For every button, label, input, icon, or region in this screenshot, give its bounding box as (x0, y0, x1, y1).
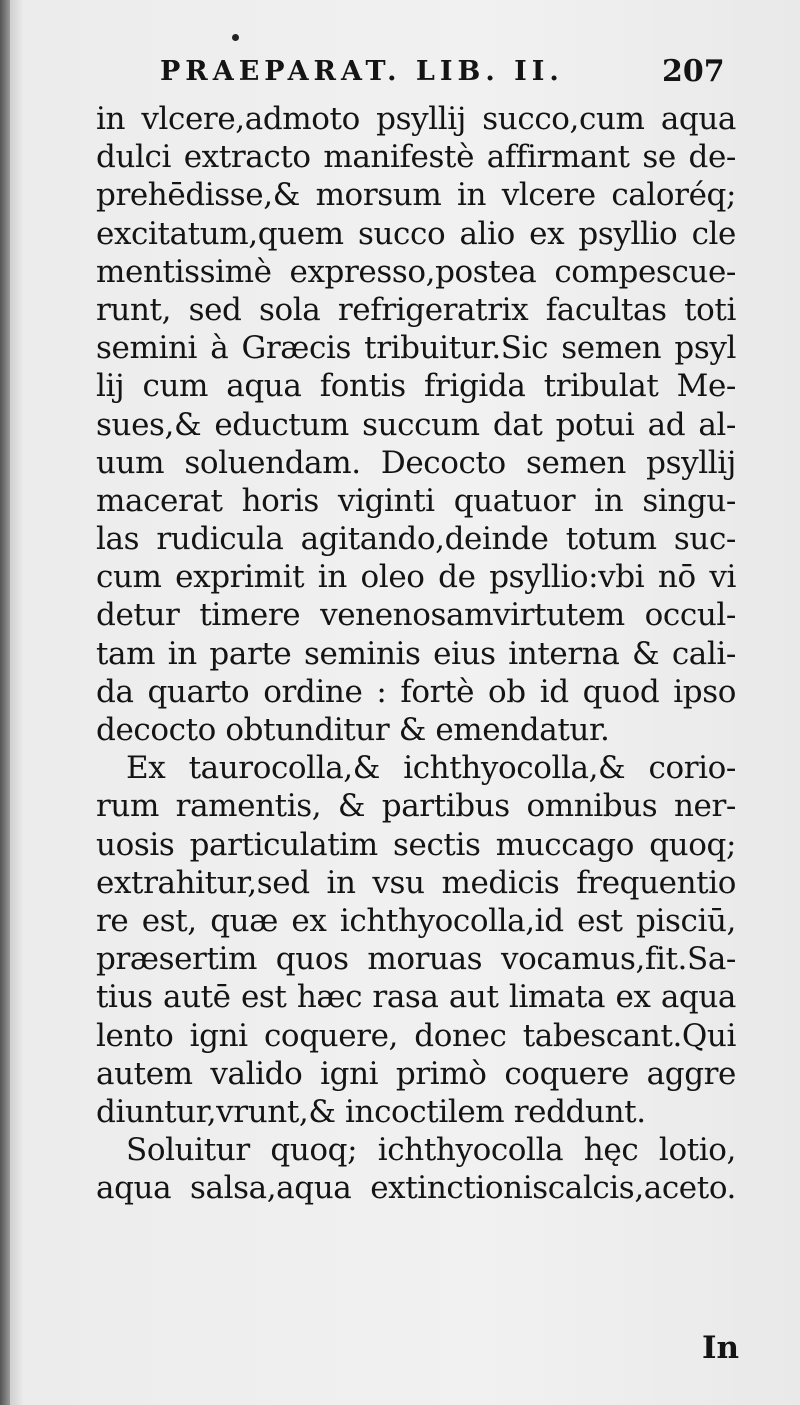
text-line: sues,& eductum succum dat potui ad al- (96, 406, 736, 443)
text-line: Ex taurocolla,& ichthyocolla,& corio- (126, 750, 736, 787)
text-line: mentissimè expresso,postea compescue- (96, 253, 736, 290)
text-line: cum exprimit in oleo de psyllio:vbi nō vi (96, 559, 736, 596)
text-line: decocto obtunditur & emendatur. (96, 712, 610, 748)
running-head: PRAEPARAT. LIB. II. (160, 56, 564, 87)
text-line: dulci extracto manifestè affirmant se de- (96, 139, 736, 176)
text-line: lij cum aqua fontis frigida tribulat Me- (96, 368, 736, 405)
text-line: uum soluendam. Decocto semen psyllij (96, 444, 736, 481)
body-text (96, 100, 736, 1207)
text-line: autem valido igni primò coquere aggre (96, 1055, 736, 1092)
text-line: extrahitur,sed in vsu medicis frequentio (96, 864, 736, 901)
text-line: rum ramentis, & partibus omnibus ner- (96, 788, 736, 825)
text-line: præsertim quos moruas vocamus,fit.Sa- (96, 941, 736, 978)
text-line: runt, sed sola refrigeratrix facultas toti (96, 291, 736, 328)
text-line: tam in parte seminis eius interna & cali- (96, 635, 736, 672)
ink-dot (232, 34, 239, 41)
text-line: semini à Græcis tribuitur.Sic semen psyl (96, 330, 736, 367)
text-line: in vlcere,admoto psyllij succo,cum aqua (96, 101, 736, 137)
catchword: In (702, 1330, 740, 1366)
text-line: re est, quæ ex ichthyocolla,id est pisciū, (96, 902, 736, 939)
text-line: da quarto ordine : fortè ob id quod ipso (96, 673, 736, 710)
text-line: excitatum,quem succo alio ex psyllio cle (96, 215, 736, 252)
text-line: detur timere venenosamvirtutem occul- (96, 597, 736, 634)
page-number: 207 (662, 54, 725, 89)
text-line: Soluitur quoq; ichthyocolla hęc lotio, (126, 1132, 736, 1169)
text-line: tius autē est hæc rasa aut limata ex aqua (96, 979, 736, 1016)
gutter-shadow (0, 0, 10, 1405)
text-line: las rudicula agitando,deinde totum suc- (96, 521, 736, 558)
text-line: aqua salsa,aqua extinctioniscalcis,aceto. (96, 1170, 736, 1207)
text-line: uosis particulatim sectis muccago quoq; (96, 826, 736, 863)
text-line: prehēdisse,& morsum in vlcere caloréq; (96, 177, 736, 214)
text-line: macerat horis viginti quatuor in singu- (96, 482, 736, 519)
text-line: lento igni coquere, donec tabescant.Qui (96, 1017, 736, 1054)
text-line: diuntur,vrunt,& incoctilem reddunt. (96, 1093, 646, 1130)
